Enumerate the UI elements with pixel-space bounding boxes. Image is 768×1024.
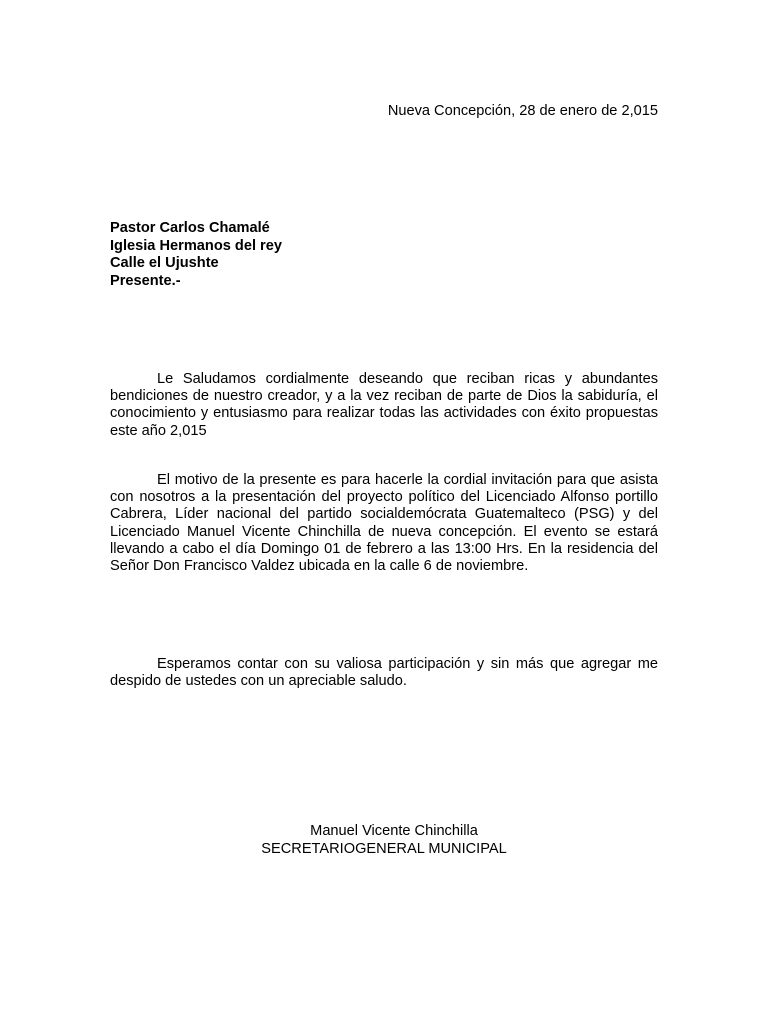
signature-title: SECRETARIOGENERAL MUNICIPAL bbox=[261, 840, 507, 857]
recipient-block bbox=[110, 220, 282, 290]
recipient-address: Calle el Ujushte bbox=[110, 255, 219, 271]
invitation-paragraph: El motivo de la presente es para hacerle la cordial invitación para que asista con nosotros a la presentación del proyecto político del Licenciado Alfonso portillo Cabrera, Líder nacional del partido socialdemócrata Guatemalteco (PSG) y del Licenciado Manuel Vicente Chinchilla de nueva concepción. El evento se estará llevando a cabo el día Domingo 01 de febrero a las 13:00 Hrs. En la residencia del Señor Don Francisco Valdez ubicada en la calle 6 de noviembre. bbox=[110, 472, 658, 575]
recipient-salutation: Presente.- bbox=[110, 272, 181, 289]
recipient-organization: Iglesia Hermanos del rey bbox=[110, 237, 282, 254]
date-line: Nueva Concepción, 28 de enero de 2,015 bbox=[387, 103, 658, 119]
signature-block bbox=[110, 823, 658, 858]
recipient-name: Pastor Carlos Chamalé bbox=[110, 220, 270, 236]
greeting-paragraph: Le Saludamos cordialmente deseando que reciban ricas y abundantes bendiciones de nuestro creador, y a la vez reciban de parte de Dios la sabiduría, el conocimiento y entusiasmo para realizar todas las actividades con éxito propuestas este año 2,015 bbox=[110, 371, 658, 439]
signature-name: Manuel Vicente Chinchilla bbox=[310, 823, 478, 839]
closing-paragraph: Esperamos contar con su valiosa participación y sin más que agregar me despido de ustedes con un apreciable saludo. bbox=[110, 656, 658, 690]
